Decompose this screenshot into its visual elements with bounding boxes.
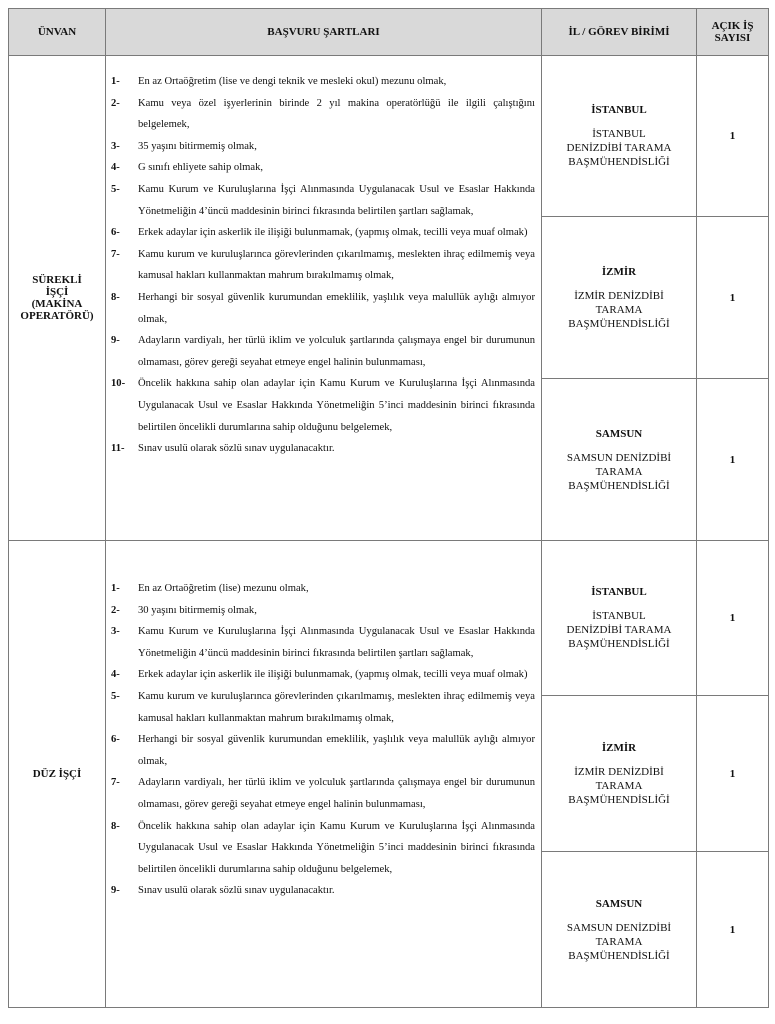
unit-line: DENİZDİBİ TARAMA: [566, 624, 672, 636]
count-cell: 1: [697, 852, 769, 1008]
item-text: Kamu kurum ve kuruluşlarınca görevlerinden çıkarılmamış, meslekten ihraç edilmemiş veya kamusal hakları kullanmaktan mahrum bırakılmamış olmak,: [138, 690, 535, 724]
item-number: 4-: [111, 669, 120, 681]
item-text: Erkek adaylar için askerlik ile ilişiği bulunmamak, (yapmış olmak, tecilli veya muaf olmak): [138, 227, 528, 239]
unit-cell: [542, 56, 697, 217]
unvan-line: İŞÇİ: [45, 286, 69, 298]
unit-line: İSTANBUL: [592, 610, 646, 622]
item-text: Öncelik hakkına sahip olan adaylar için Kamu Kurum ve Kuruluşlarına İşçi Alınmasında Uygulanacak Usul ve Esaslar Hakkında Yönetmeliğin 5’inci maddesinin birinci fıkrasında belirtilen öncelikli durumlarına sahip olduğunu belgelemek,: [138, 378, 535, 433]
item-number: 7-: [111, 777, 120, 789]
list-item: [111, 880, 535, 902]
item-number: 5-: [111, 183, 120, 195]
count-cell: 1: [697, 56, 769, 217]
list-item: [111, 621, 535, 664]
item-number: 9-: [111, 885, 120, 897]
item-text: Sınav usulü olarak sözlü sınav uygulanacaktır.: [138, 443, 335, 455]
unit-line: TARAMA: [595, 465, 643, 478]
header-sayi: [697, 9, 769, 56]
list-item: [111, 772, 535, 815]
count-cell: 1: [697, 541, 769, 696]
unit-line: TARAMA: [595, 303, 643, 316]
unit-line: BAŞMÜHENDİSLİĞİ: [568, 479, 670, 492]
unvan-cell: [9, 56, 106, 541]
item-number: 8-: [111, 291, 120, 303]
item-text: En az Ortaöğretim (lise ve dengi teknik ve mesleki okul) mezunu olmak,: [138, 76, 447, 87]
unit-line: BAŞMÜHENDİSLİĞİ: [568, 949, 670, 962]
unvan-cell: [9, 541, 106, 1008]
count-cell: 1: [697, 379, 769, 541]
item-text: Sınav usulü olarak sözlü sınav uygulanacaktır.: [138, 885, 335, 897]
item-text: Kamu kurum ve kuruluşlarınca görevlerinden çıkarılmamış, meslekten ihraç edilmemiş veya kamusal hakları kullanmaktan mahrum bırakılmamış olmak,: [138, 248, 535, 282]
unit-line: İZMİR DENİZDİBİ: [574, 289, 664, 302]
list-item: [111, 93, 535, 136]
list-item: [111, 373, 535, 438]
list-item: [111, 179, 535, 222]
unit-cell: [542, 541, 697, 696]
requirements-cell: [106, 56, 542, 541]
list-item: [111, 686, 535, 729]
unit-line: BAŞMÜHENDİSLİĞİ: [568, 793, 670, 806]
position-duz-isci: [9, 541, 769, 1008]
table-row: [9, 56, 769, 217]
item-number: 1-: [111, 583, 120, 594]
list-item: [111, 287, 535, 330]
unit-line: TARAMA: [595, 779, 643, 792]
item-text: Erkek adaylar için askerlik ile ilişiği bulunmamak, (yapmış olmak, tecilli veya muaf olmak): [138, 669, 528, 681]
item-text: 30 yaşını bitirmemiş olmak,: [138, 604, 257, 616]
list-item: [111, 244, 535, 287]
list-item: [111, 136, 535, 158]
count-cell: 1: [697, 217, 769, 379]
city-name: İZMİR: [601, 265, 637, 278]
city-name: İZMİR: [601, 741, 637, 754]
city-name: İSTANBUL: [591, 586, 647, 598]
position-sürekli-isci: [9, 56, 769, 541]
item-number: 6-: [111, 227, 120, 239]
list-item: [111, 664, 535, 686]
unvan-line: DÜZ İŞÇİ: [32, 768, 82, 780]
requirements-cell: [106, 541, 542, 1008]
item-number: 10-: [111, 378, 126, 390]
list-item: [111, 71, 535, 93]
unit-line: TARAMA: [595, 935, 643, 948]
header-unvan: ÜNVAN: [9, 9, 106, 56]
list-item: [111, 157, 535, 179]
list-item: [111, 578, 535, 600]
item-number: 1-: [111, 76, 120, 87]
item-text: En az Ortaöğretim (lise) mezunu olmak,: [138, 583, 309, 594]
requirements-list: [106, 56, 541, 460]
item-text: Adayların vardiyalı, her türlü iklim ve yolculuk şartlarında çalışmaya engel bir durumunun olmaması, görev gereği seyahat etmeye engel halinin bulunmaması,: [138, 335, 535, 368]
unit-cell: [542, 379, 697, 541]
item-text: Kamu Kurum ve Kuruluşlarına İşçi Alınmasında Uygulanacak Usul ve Esaslar Hakkında Yönetmeliğin 4’üncü maddesinin birinci fıkrasında belirtilen şartları sağlamak,: [138, 183, 535, 217]
header-sayi-line2: SAYISI: [714, 32, 751, 44]
item-text: Herhangi bir sosyal güvenlik kurumundan emeklilik, yaşlılık veya malullük aylığı almıyor olmak,: [138, 291, 535, 325]
list-item: [111, 600, 535, 622]
item-number: 8-: [111, 820, 120, 832]
unvan-line: SÜREKLİ: [32, 274, 82, 286]
item-number: 2-: [111, 604, 120, 616]
item-number: 2-: [111, 97, 120, 109]
header-sartlar: BAŞVURU ŞARTLARI: [106, 9, 542, 56]
item-number: 6-: [111, 734, 120, 746]
item-number: 3-: [111, 626, 120, 638]
unit-line: SAMSUN DENİZDİBİ: [566, 451, 672, 464]
header-sayi-line1: AÇIK İŞ: [711, 20, 754, 32]
item-number: 5-: [111, 690, 120, 702]
requirements-list: [106, 541, 541, 902]
unit-line: DENİZDİBİ TARAMA: [566, 142, 672, 154]
unit-cell: [542, 852, 697, 1008]
city-name: SAMSUN: [595, 897, 643, 910]
item-text: Kamu veya özel işyerlerinin birinde 2 yıl makina operatörlüğü ile ilgili çalıştığını belgelemek,: [138, 97, 535, 131]
header-row: [9, 9, 769, 56]
item-number: 3-: [111, 140, 120, 152]
unit-cell: [542, 696, 697, 852]
list-item: [111, 816, 535, 881]
count-cell: 1: [697, 696, 769, 852]
unvan-line: (MAKİNA: [31, 298, 83, 310]
item-text: 35 yaşını bitirmemiş olmak,: [138, 140, 257, 152]
item-number: 9-: [111, 335, 120, 347]
unit-line: İZMİR DENİZDİBİ: [574, 765, 664, 778]
list-item: [111, 222, 535, 244]
item-text: G sınıfı ehliyete sahip olmak,: [138, 162, 264, 174]
unit-line: BAŞMÜHENDİSLİĞİ: [568, 156, 670, 168]
unit-line: İSTANBUL: [592, 128, 646, 140]
list-item: [111, 438, 535, 460]
item-text: Herhangi bir sosyal güvenlik kurumundan emeklilik, yaşlılık veya malullük aylığı almıyor olmak,: [138, 734, 535, 767]
unvan-line: OPERATÖRÜ): [20, 310, 94, 322]
city-name: İSTANBUL: [591, 104, 647, 116]
item-text: Öncelik hakkına sahip olan adaylar için Kamu Kurum ve Kuruluşlarına İşçi Alınmasında Uygulanacak Usul ve Esaslar Hakkında Yönetmeliğin 5’inci maddesinin birinci fıkrasında belirtilen öncelikli durumlarına sahip olduğunu belgelemek,: [138, 820, 535, 875]
job-table: [8, 8, 769, 1008]
item-number: 4-: [111, 162, 120, 174]
item-text: Adayların vardiyalı, her türlü iklim ve yolculuk şartlarında çalışmaya engel bir durumunun olmaması, görev gereği seyahat etmeye engel halinin bulunmaması,: [138, 777, 535, 810]
unit-line: BAŞMÜHENDİSLİĞİ: [568, 317, 670, 330]
list-item: [111, 330, 535, 373]
header-il: İL / GÖREV BİRİMİ: [542, 9, 697, 56]
list-item: [111, 729, 535, 772]
document-page: [8, 8, 769, 1008]
unit-cell: [542, 217, 697, 379]
item-number: 11-: [111, 443, 125, 455]
unit-line: SAMSUN DENİZDİBİ: [566, 921, 672, 934]
item-text: Kamu Kurum ve Kuruluşlarına İşçi Alınmasında Uygulanacak Usul ve Esaslar Hakkında Yönetmeliğin 4’üncü maddesinin birinci fıkrasında belirtilen şartları sağlamak,: [138, 626, 535, 659]
item-number: 7-: [111, 248, 120, 260]
unit-line: BAŞMÜHENDİSLİĞİ: [568, 638, 670, 650]
city-name: SAMSUN: [595, 427, 643, 440]
table-row: [9, 541, 769, 696]
